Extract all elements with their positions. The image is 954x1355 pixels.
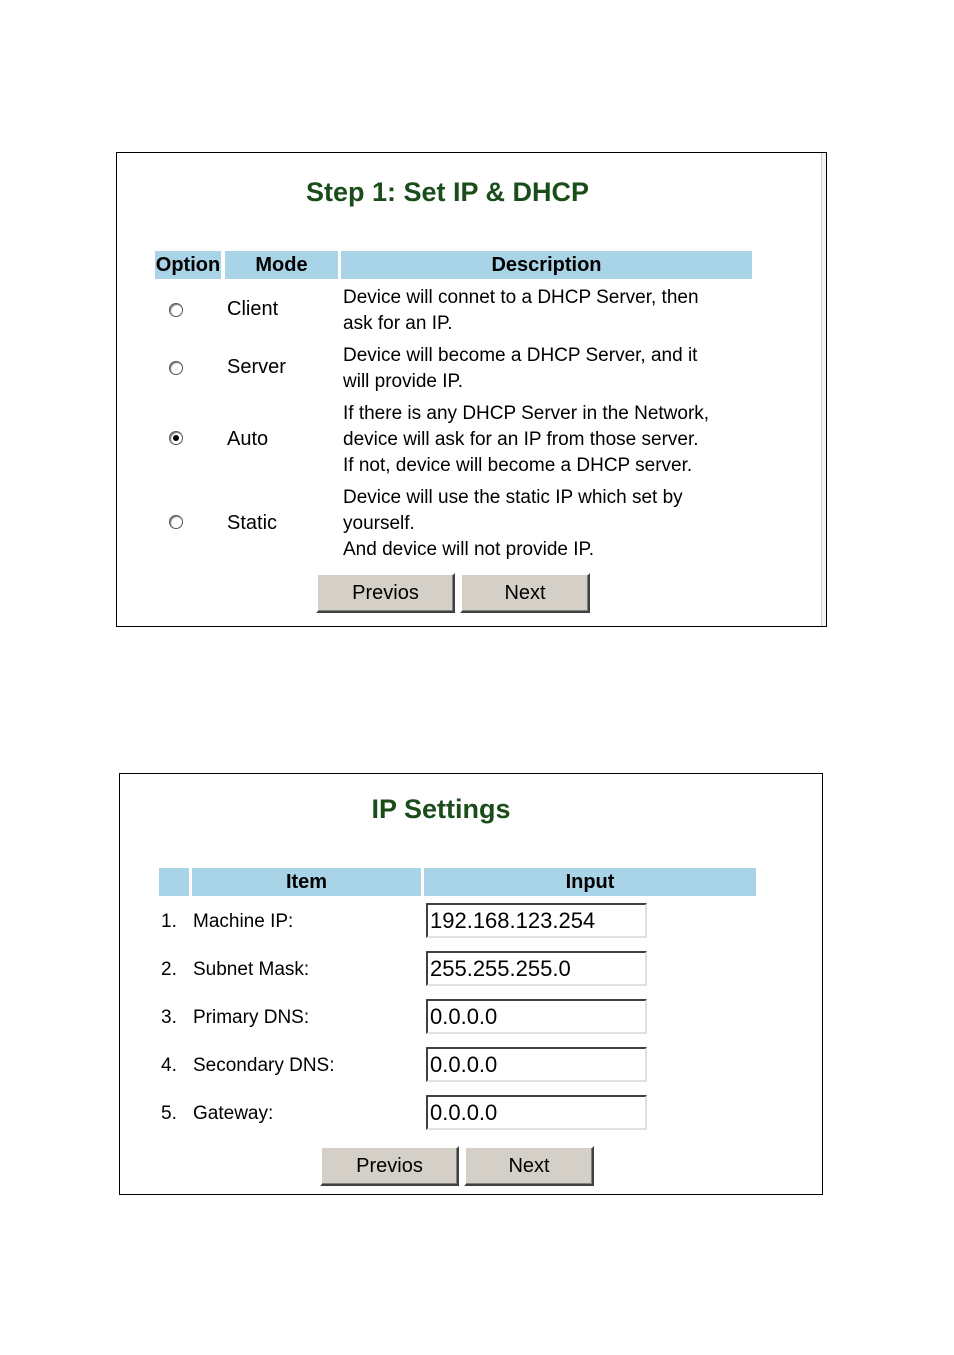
description-line: Device will use the static IP which set by	[343, 487, 683, 508]
description-line: If there is any DHCP Server in the Network,	[343, 403, 710, 424]
panel-edge	[821, 153, 826, 626]
row-number: 1.	[161, 911, 177, 932]
description-line: If not, device will become a DHCP server.	[343, 455, 693, 476]
secondary-dns-input[interactable]	[426, 1047, 647, 1082]
mode-label-server: Server	[227, 356, 286, 378]
description-line: ask for an IP.	[343, 313, 453, 334]
radio-server[interactable]	[169, 361, 183, 375]
column-header-option: Option	[155, 251, 221, 279]
ip-settings-panel	[119, 773, 823, 1195]
description-static	[343, 485, 683, 563]
next-button[interactable]: Next	[460, 573, 590, 613]
mode-label-static: Static	[227, 512, 278, 534]
description-auto	[343, 401, 709, 479]
row-number: 4.	[161, 1055, 177, 1076]
mode-label-client: Client	[227, 298, 279, 320]
column-header-description: Description	[341, 251, 752, 279]
radio-auto[interactable]	[169, 431, 183, 445]
column-header-item: Item	[192, 868, 421, 896]
description-client	[343, 285, 699, 337]
description-line: device will ask for an IP from those server.	[343, 429, 699, 450]
primary-dns-input[interactable]	[426, 999, 647, 1034]
subnet-mask-label: Subnet Mask:	[193, 959, 310, 980]
radio-static[interactable]	[169, 515, 183, 529]
description-line: will provide IP.	[343, 371, 464, 392]
machine-ip-label: Machine IP:	[193, 911, 294, 932]
gateway-label: Gateway:	[193, 1103, 274, 1124]
radio-selected-dot	[173, 435, 179, 441]
mode-label-auto: Auto	[227, 428, 269, 450]
column-header-mode: Mode	[225, 251, 338, 279]
page-title: Step 1: Set IP & DHCP	[305, 177, 590, 207]
subnet-mask-input[interactable]	[426, 951, 647, 986]
primary-dns-label: Primary DNS:	[193, 1007, 310, 1028]
next-button[interactable]: Next	[464, 1146, 594, 1186]
description-line: And device will not provide IP.	[343, 539, 595, 560]
gateway-input[interactable]	[426, 1095, 647, 1130]
description-line: Device will connet to a DHCP Server, then	[343, 287, 699, 308]
page-title: IP Settings	[371, 794, 511, 824]
column-header-number	[159, 868, 189, 896]
radio-client[interactable]	[169, 303, 183, 317]
column-header-input: Input	[424, 868, 756, 896]
description-line: Device will become a DHCP Server, and it	[343, 345, 698, 366]
row-number: 2.	[161, 959, 177, 980]
row-number: 5.	[161, 1103, 177, 1124]
description-server	[343, 343, 697, 395]
secondary-dns-label: Secondary DNS:	[193, 1055, 335, 1076]
dhcp-settings-panel	[116, 152, 827, 627]
row-number: 3.	[161, 1007, 177, 1028]
machine-ip-input[interactable]	[426, 903, 647, 938]
previous-button[interactable]: Previos	[316, 573, 455, 613]
previous-button[interactable]: Previos	[320, 1146, 459, 1186]
description-line: yourself.	[343, 513, 415, 534]
